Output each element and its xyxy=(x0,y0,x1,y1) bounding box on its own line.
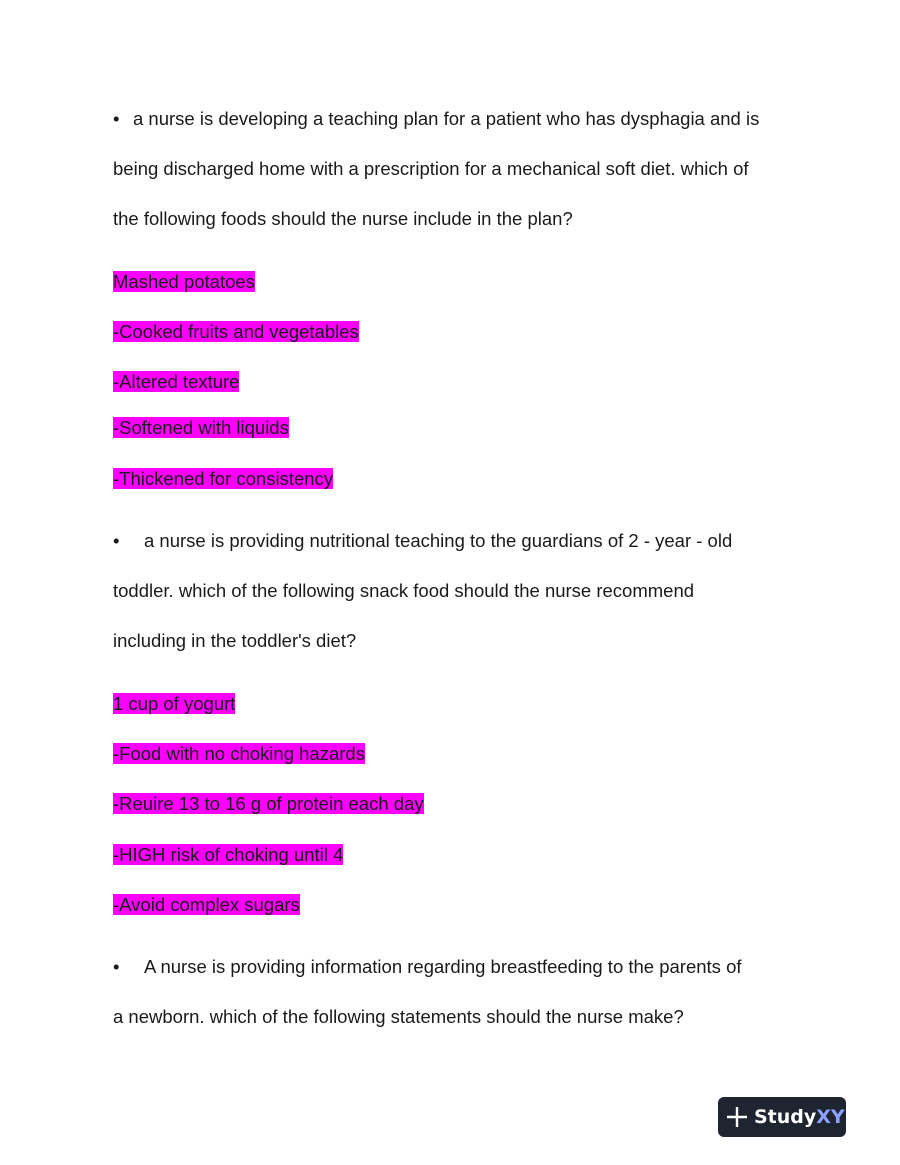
question-1-line-2: being discharged home with a prescription for a mechanical soft diet. which of xyxy=(113,158,749,179)
answer-1-3: -Altered texture xyxy=(113,371,240,392)
answer-2-3: -Reuire 13 to 16 g of protein each day xyxy=(113,793,424,814)
question-1-line-3: the following foods should the nurse include in the plan? xyxy=(113,208,573,229)
answer-1-5: -Thickened for consistency xyxy=(113,468,334,489)
answer-1-2: -Cooked fruits and vegetables xyxy=(113,321,359,342)
plus-icon xyxy=(726,1106,748,1128)
answer-2-5: -Avoid complex sugars xyxy=(113,894,300,915)
question-2-line-2: toddler. which of the following snack food should the nurse recommend xyxy=(113,580,695,601)
studyxy-logo xyxy=(718,1097,846,1137)
answer-2-2: -Food with no choking hazards xyxy=(113,743,365,764)
question-1-line-1: a nurse is developing a teaching plan for a patient who has dysphagia and is xyxy=(133,108,760,129)
question-3-line-2: a newborn. which of the following statements should the nurse make? xyxy=(113,1006,684,1027)
bullet-3: • xyxy=(113,956,120,977)
bullet-2: • xyxy=(113,530,120,551)
logo-accent: XY xyxy=(816,1106,845,1128)
answer-1-4: -Softened with liquids xyxy=(113,417,289,438)
answer-2-1: 1 cup of yogurt xyxy=(113,693,236,714)
answer-1-1: Mashed potatoes xyxy=(113,271,255,292)
question-2-line-3: including in the toddler's diet? xyxy=(113,630,357,651)
question-3-line-1: A nurse is providing information regarding breastfeeding to the parents of xyxy=(144,956,742,977)
bullet-1: • xyxy=(113,108,120,129)
question-2-line-1: a nurse is providing nutritional teaching to the guardians of 2 - year - old xyxy=(144,530,733,551)
answer-2-4: -HIGH risk of choking until 4 xyxy=(113,844,344,865)
logo-word: Study xyxy=(754,1106,817,1128)
